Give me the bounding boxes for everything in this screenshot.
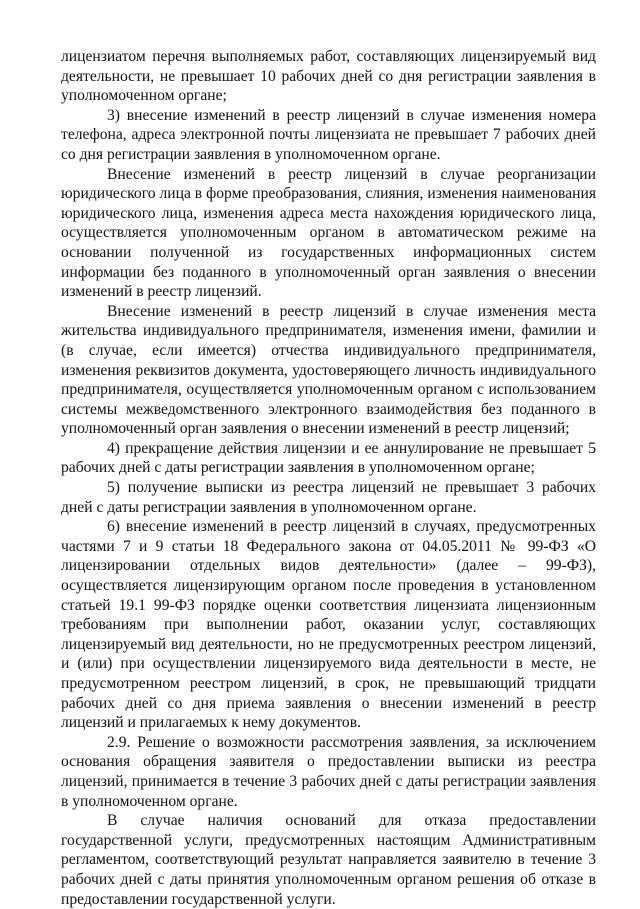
- paragraph-entrepreneur-changes: Внесение изменений в реестр лицензий в случае изменения места жительства индивидуального предпринимателя, изменения имени, фамилии и (в случае, если имеется) отчества индивидуального предпринимателя, изменения реквизитов документа, удостоверяющего личность индивидуального предпринимателя, осуществляется уполномоченным органом с использованием системы межведомственного электронного взаимодействия без поданного в уполномоченный орган заявления о внесении изменений в реестр лицензий;: [61, 302, 596, 438]
- paragraph-reorganization: Внесение изменений в реестр лицензий в случае реорганизации юридического лица в форме преобразования, слияния, изменения наименования юридического лица, изменения адреса места нахождения юридического лица, осуществляется уполномоченным органом в автоматическом режиме на основании полученной из государственных информационных систем информации без поданного в уполномоченный орган заявления о внесении изменений в реестр лицензий.: [61, 165, 596, 301]
- paragraph-refusal: В случае наличия оснований для отказа предоставлении государственной услуги, предусмотренных настоящим Административным регламентом, соответствующий результат направляется заявителю в течение 3 рабочих дней с даты принятия уполномоченным органом решения об отказе в предоставлении государственной услуги.: [61, 812, 596, 908]
- paragraph-item-5: 5) получение выписки из реестра лицензий не превышает 3 рабочих дней с даты регистрации заявления в уполномоченном органе.: [61, 479, 596, 516]
- paragraph-continuation: лицензиатом перечня выполняемых работ, составляющих лицензируемый вид деятельности, не превышает 10 рабочих дней со дня регистрации заявления в уполномоченном органе;: [61, 48, 596, 105]
- paragraph-section-2-9: 2.9. Решение о возможности рассмотрения заявления, за исключением основания обращения заявителя о предоставлении выписки из реестра лицензий, принимается в течение 3 рабочих дней с даты регистрации заявления в уполномоченном органе.: [61, 733, 596, 810]
- paragraph-item-4: 4) прекращение действия лицензии и ее аннулирование не превышает 5 рабочих дней с даты регистрации заявления в уполномоченном органе;: [61, 439, 596, 477]
- paragraph-item-6: 6) внесение изменений в реестр лицензий в случаях, предусмотренных частями 7 и 9 статьи 18 Федерального закона от 04.05.2011 № 99-ФЗ «О лицензировании отдельных видов деятельности» (далее – 99-ФЗ), осуществляется лицензирующим органом после проведения в установленном статьей 19.1 99-ФЗ порядке оценки соответствия лицензиата лицензионным требованиям при выполнении работ, оказании услуг, составляющих лицензируемый вид деятельности, но не предусмотренных реестром лицензий, и (или) при осуществлении лицензируемого вида деятельности в месте, не предусмотренном реестром лицензий, в срок, не превышающий тридцати рабочих дней со дня приема заявления о внесении изменений в реестр лицензий и прилагаемых к нему документов.: [61, 518, 596, 732]
- paragraph-item-3: 3) внесение изменений в реестр лицензий в случае изменения номера телефона, адреса электронной почты лицензиата не превышает 7 рабочих дней со дня регистрации заявления в уполномоченном органе.: [61, 106, 596, 163]
